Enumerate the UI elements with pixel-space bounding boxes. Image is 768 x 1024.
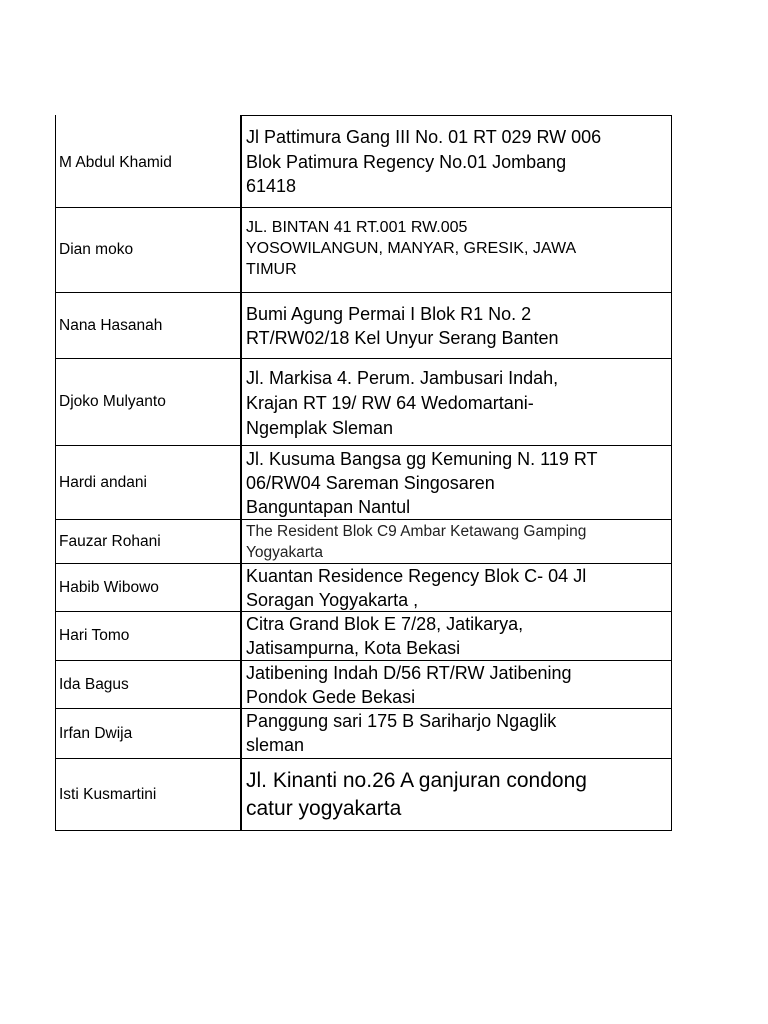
address-line: Jatisampurna, Kota Bekasi — [246, 638, 461, 658]
address-cell[interactable] — [242, 709, 672, 758]
table-row — [55, 564, 672, 612]
name-text: Fauzar Rohani — [59, 532, 161, 550]
address-cell[interactable] — [242, 520, 672, 563]
address-line: Bumi Agung Permai I Blok R1 No. 2 — [246, 304, 532, 324]
address-cell[interactable] — [242, 293, 672, 358]
address-line: sleman — [246, 735, 305, 755]
table-row — [55, 208, 672, 293]
address-line: JL. BINTAN 41 RT.001 RW.005 — [246, 219, 468, 236]
name-cell[interactable] — [55, 293, 242, 358]
name-text: Djoko Mulyanto — [59, 393, 166, 411]
address-line: YOSOWILANGUN, MANYAR, GRESIK, JAWA — [246, 240, 577, 257]
address-line: Kuantan Residence Regency Blok C- 04 Jl — [246, 566, 587, 586]
address-cell[interactable] — [242, 759, 672, 830]
address-line: Soragan Yogyakarta , — [246, 590, 419, 610]
address-line: catur yogyakarta — [246, 797, 402, 820]
name-text: Hardi andani — [59, 473, 147, 491]
address-line: Blok Patimura Regency No.01 Jombang — [246, 151, 567, 172]
name-text: M Abdul Khamid — [59, 154, 172, 172]
address-line: Jatibening Indah D/56 RT/RW Jatibening — [246, 663, 572, 683]
address-line: Jl. Markisa 4. Perum. Jambusari Indah, — [246, 368, 559, 388]
address-line: Jl. Kusuma Bangsa gg Kemuning N. 119 RT — [246, 449, 598, 469]
address-cell[interactable] — [242, 115, 672, 207]
address-line: Citra Grand Blok E 7/28, Jatikarya, — [246, 614, 524, 634]
address-cell[interactable] — [242, 564, 672, 611]
table-row — [55, 612, 672, 661]
table-row — [55, 709, 672, 759]
name-cell[interactable] — [55, 359, 242, 445]
address-line: Ngemplak Sleman — [246, 418, 394, 438]
address-line: 06/RW04 Sareman Singosaren — [246, 473, 495, 493]
name-cell[interactable] — [55, 520, 242, 563]
table-row — [55, 759, 672, 831]
name-text: Nana Hasanah — [59, 316, 163, 334]
name-text: Isti Kusmartini — [59, 785, 157, 803]
name-text: Ida Bagus — [59, 675, 129, 693]
address-line: Jl. Kinanti no.26 A ganjuran condong — [246, 769, 587, 792]
name-cell[interactable] — [55, 446, 242, 519]
address-line: Panggung sari 175 B Sariharjo Ngaglik — [246, 711, 557, 731]
table-row — [55, 115, 672, 208]
name-cell[interactable] — [55, 115, 242, 207]
address-line: Krajan RT 19/ RW 64 Wedomartani- — [246, 393, 534, 413]
address-line: Pondok Gede Bekasi — [246, 687, 416, 707]
address-cell[interactable] — [242, 661, 672, 708]
name-cell[interactable] — [55, 661, 242, 708]
table-row — [55, 293, 672, 359]
address-cell[interactable] — [242, 359, 672, 445]
address-cell[interactable] — [242, 208, 672, 292]
address-line: Jl Pattimura Gang III No. 01 RT 029 RW 006 — [246, 127, 602, 147]
address-line: TIMUR — [246, 261, 297, 278]
address-line: Banguntapan Nantul — [246, 497, 411, 517]
name-text: Irfan Dwija — [59, 724, 133, 742]
name-text: Dian moko — [59, 241, 134, 259]
address-line: RT/RW02/18 Kel Unyur Serang Banten — [246, 328, 559, 348]
name-text: Hari Tomo — [59, 627, 130, 645]
address-line: The Resident Blok C9 Ambar Ketawang Gamping — [246, 523, 587, 540]
address-cell[interactable] — [242, 612, 672, 660]
address-line: Yogyakarta — [246, 544, 323, 561]
name-cell[interactable] — [55, 759, 242, 830]
name-text: Habib Wibowo — [59, 578, 159, 596]
name-cell[interactable] — [55, 612, 242, 660]
name-cell[interactable] — [55, 208, 242, 292]
address-table — [55, 115, 672, 831]
name-cell[interactable] — [55, 564, 242, 611]
address-line: 61418 — [246, 176, 297, 196]
table-row — [55, 446, 672, 520]
address-cell[interactable] — [242, 446, 672, 519]
table-row — [55, 520, 672, 564]
name-cell[interactable] — [55, 709, 242, 758]
table-row — [55, 359, 672, 446]
table-row — [55, 661, 672, 709]
